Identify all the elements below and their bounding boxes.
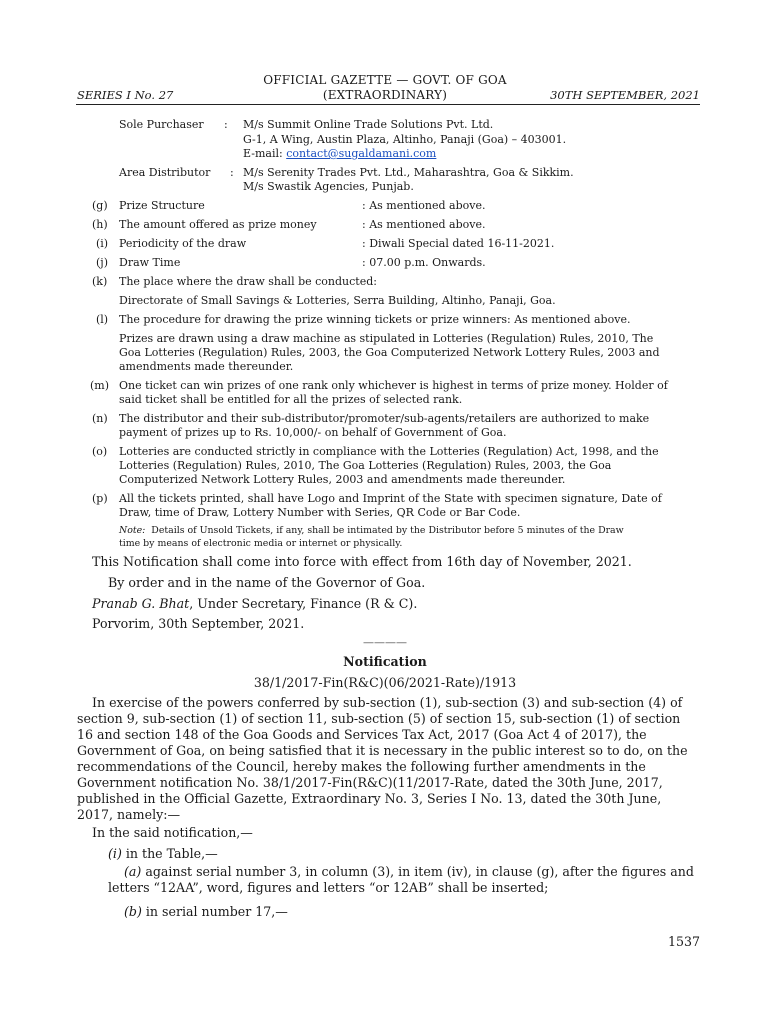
item-g-value: : As mentioned above. [362,199,486,212]
body-line-2: section 9, sub-section (1) of section 11, sub-section (5) of section 15, sub-section (1) of section [77,711,681,726]
gazette-edition: (EXTRAORDINARY) [322,88,448,102]
sole-purchaser-label: Sole Purchaser [119,118,204,131]
item-h-label: The amount offered as prize money [119,218,317,231]
clause-a-line2: letters “12AA”, word, figures and letters “or 12AB” shall be inserted; [108,880,549,895]
item-p-line1: All the tickets printed, shall have Logo and Imprint of the State with specimen signature, Date of [119,492,662,505]
item-n-line2: payment of prizes up to Rs. 10,000/- on behalf of Government of Goa. [119,426,507,439]
gazette-title: OFFICIAL GAZETTE — GOVT. OF GOA [263,73,507,87]
item-g-label: Prize Structure [119,199,205,212]
body-line-5: recommendations of the Council, hereby makes the following further amendments in the [77,759,646,774]
item-k-text: The place where the draw shall be conducted: [119,275,377,288]
email-prefix: E-mail: [243,147,283,160]
item-o-line2: Lotteries (Regulation) Rules, 2010, The Goa Lotteries (Regulation) Rules, 2003, the Goa [119,459,612,472]
item-o-line3: Computerized Network Lottery Rules, 2003 and amendments made thereunder. [119,473,566,486]
notification-heading: Notification [343,654,427,669]
email-link[interactable]: contact@sugaldamani.com [286,147,437,160]
area-distributor-label: Area Distributor [119,166,211,179]
item-p-line2: Draw, time of Draw, Lottery Number with Series, QR Code or Bar Code. [119,506,521,519]
clause-i-line [108,846,218,861]
item-h-value: : As mentioned above. [362,218,486,231]
body-line-3: 16 and section 148 of the Goa Goods and Services Tax Act, 2017 (Goa Act 4 of 2017), the [77,727,647,742]
item-n-line1: The distributor and their sub-distributor/promoter/sub-agents/retailers are authorized to make [119,412,650,425]
clause-a-marker: (a) [124,864,142,879]
body-line-4: Government of Goa, on being satisfied that it is necessary in the public interest so to do, on the [77,743,688,758]
signatory-name: Pranab G. Bhat [92,596,190,611]
body-line-7: published in the Official Gazette, Extraordinary No. 3, Series I No. 13, dated the 30th June, [77,791,662,806]
effect-statement: This Notification shall come into force with effect from 16th day of November, 2021. [92,554,632,569]
note-line1 [119,525,624,536]
item-o-line1: Lotteries are conducted strictly in compliance with the Lotteries (Regulation) Act, 1998, and the [119,445,659,458]
item-m-marker: (m) [90,379,110,392]
sole-purchaser-address: G-1, A Wing, Austin Plaza, Altinho, Panaji (Goa) – 403001. [243,133,567,146]
clause-b-marker: (b) [124,904,142,919]
clause-a-line1 [124,864,694,879]
area-distributor-line2: M/s Swastik Agencies, Punjab. [243,180,414,193]
clause-i-text: in the Table,— [121,846,218,861]
clause-b-text: in serial number 17,— [141,904,288,919]
item-i-value: : Diwali Special dated 16-11-2021. [362,237,555,250]
item-j-value: : 07.00 p.m. Onwards. [362,256,486,269]
area-distributor-colon: : [230,166,234,179]
section-separator: ———— [363,636,407,649]
notification-number: 38/1/2017-Fin(R&C)(06/2021-Rate)/1913 [253,675,517,690]
said-notification: In the said notification,— [92,825,253,840]
signatory-line [92,596,417,611]
item-m-line1: One ticket can win prizes of one rank only whichever is highest in terms of prize money. Holder of [119,379,668,392]
item-l-text: The procedure for drawing the prize winning tickets or prize winners: As mentioned above. [119,313,631,326]
item-g-marker: (g) [92,199,108,212]
item-l-marker: (l) [96,313,109,326]
area-distributor-line1: M/s Serenity Trades Pvt. Ltd., Maharashtra, Goa & Sikkim. [243,166,574,179]
item-n-marker: (n) [92,412,108,425]
sole-purchaser-name: M/s Summit Online Trade Solutions Pvt. Ltd. [243,118,494,131]
body-line-6: Government notification No. 38/1/2017-Fin(R&C)(11/2017-Rate, dated the 30th June, 2017, [77,775,663,790]
issue-date: 30TH SEPTEMBER, 2021 [550,88,700,102]
note-label: Note: [119,525,146,536]
item-m-line2: said ticket shall be entitled for all the prizes of selected rank. [119,393,463,406]
series-number: SERIES I No. 27 [77,88,174,102]
body-line-8: 2017, namely:— [77,807,181,822]
item-l-para-line2: Goa Lotteries (Regulation) Rules, 2003, the Goa Computerized Network Lottery Rules, 2003 and [119,346,660,359]
clause-i-marker: (i) [108,846,122,861]
signatory-role: , Under Secretary, Finance (R & C). [189,596,418,611]
item-l-para-line3: amendments made thereunder. [119,360,294,373]
header-rule [76,104,700,105]
note-text-line1: Details of Unsold Tickets, if any, shall be intimated by the Distributor before 5 minutes of the Draw [151,525,624,536]
body-line-1: In exercise of the powers conferred by sub-section (1), sub-section (3) and sub-section (4) of [92,695,683,710]
order-statement: By order and in the name of the Governor of Goa. [108,575,426,590]
sole-purchaser-colon: : [224,118,228,131]
item-j-marker: (j) [96,256,108,269]
item-l-para-line1: Prizes are drawn using a draw machine as stipulated in Lotteries (Regulation) Rules, 2010, The [119,332,654,345]
note-line2: time by means of electronic media or internet or physically. [119,538,403,549]
item-j-label: Draw Time [119,256,181,269]
item-o-marker: (o) [92,445,108,458]
sole-purchaser-email-line [243,147,436,160]
item-h-marker: (h) [92,218,108,231]
item-p-marker: (p) [92,492,108,505]
item-k-sub: Directorate of Small Savings & Lotteries, Serra Building, Altinho, Panaji, Goa. [119,294,556,307]
item-i-label: Periodicity of the draw [119,237,247,250]
clause-b-line [124,904,288,919]
item-k-marker: (k) [92,275,108,288]
page-number: 1537 [667,934,700,949]
place-date: Porvorim, 30th September, 2021. [92,616,305,631]
item-i-marker: (i) [96,237,109,250]
clause-a-text: against serial number 3, in column (3), in item (iv), in clause (g), after the figures and [141,864,694,879]
